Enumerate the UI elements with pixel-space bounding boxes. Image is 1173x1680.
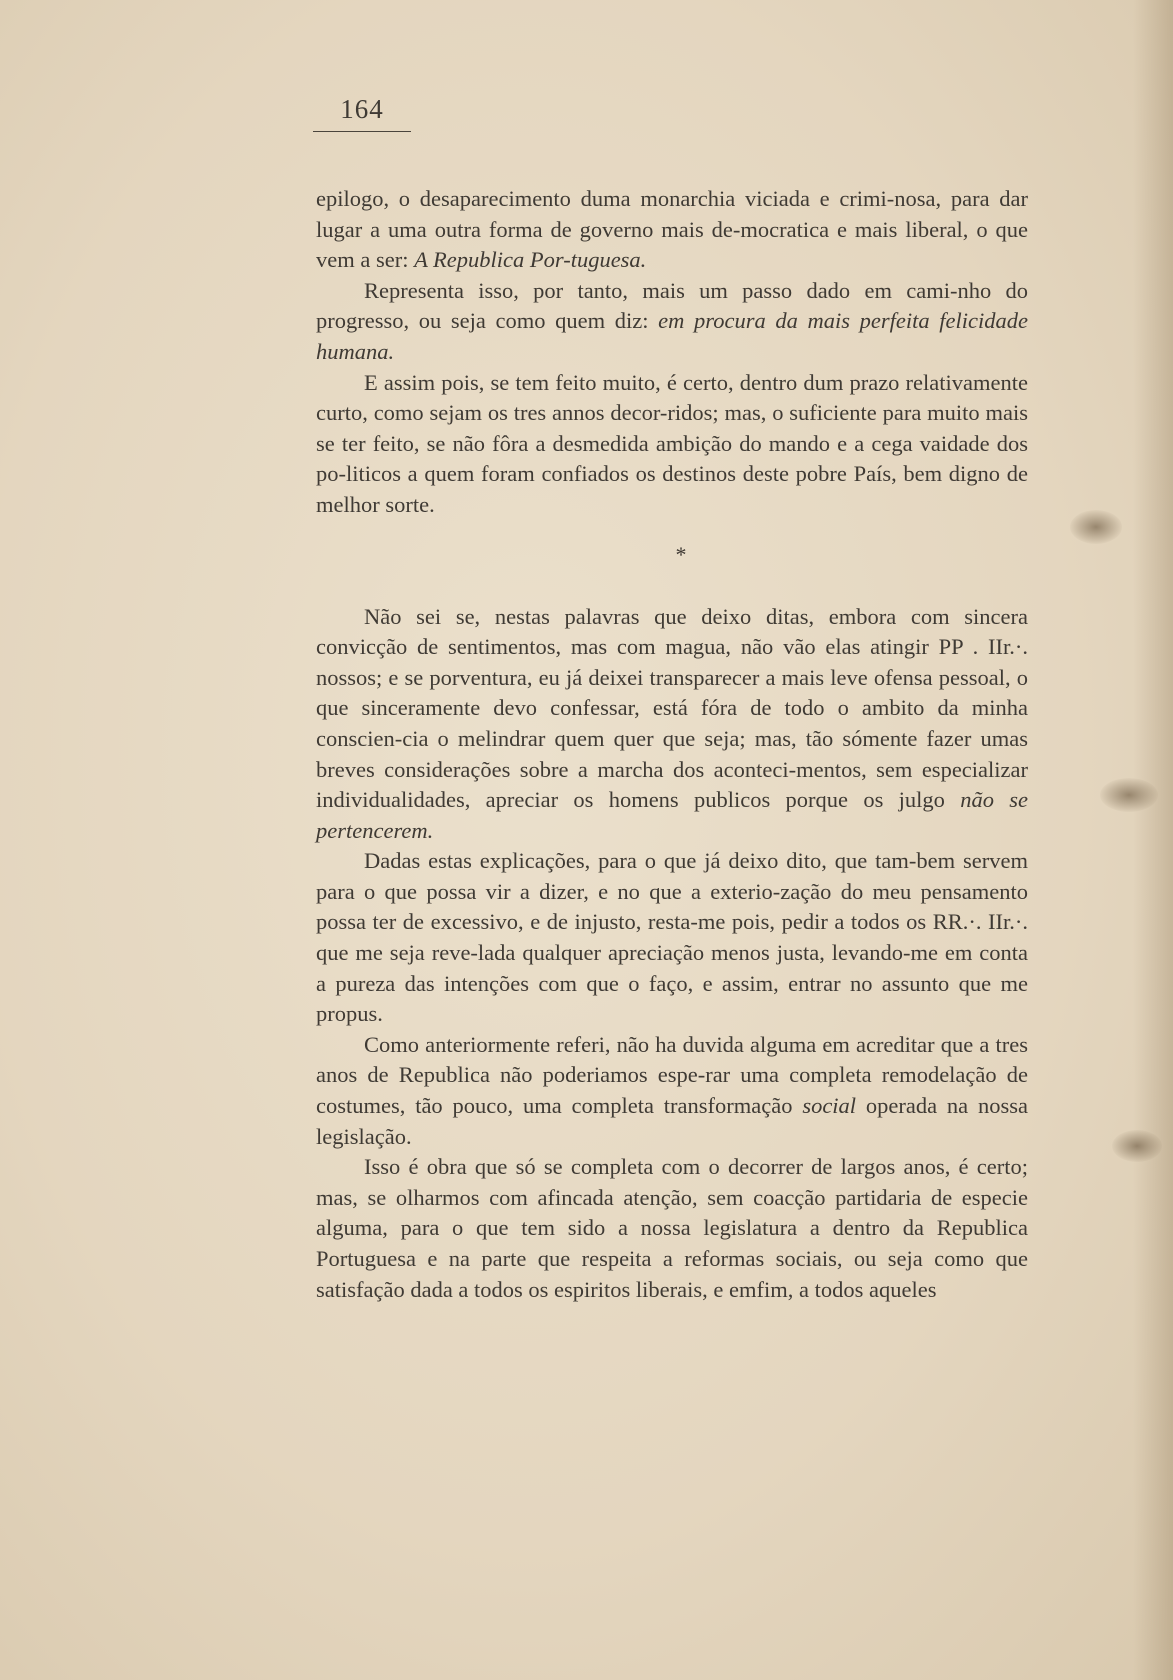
page-edge-shadow [1133, 0, 1173, 1680]
section-separator: * [675, 541, 687, 567]
paragraphs-after-separator [316, 602, 1028, 1306]
text-run: epilogo, o desaparecimento duma monarchia viciada e crimi-nosa, para dar lugar a uma outra forma de governo mais de-mocratica e mais liberal, o que vem a ser: [316, 186, 1028, 273]
italic-text: não se pertencerem. [316, 787, 1028, 843]
text-run: Como anteriormente referi, não ha duvida alguma em acreditar que a tres anos de Republica não poderiamos espe-rar uma completa remodelação de costumes, tão pouco, uma completa transformação [316, 1031, 1028, 1119]
paper-stain [1112, 1130, 1162, 1162]
text-run: Não sei se, nestas palavras que deixo ditas, embora com sincera convicção de sentimentos, mas com magua, não vão elas atingir PP . IIr.·. nossos; e se porventura, eu já deixei transparecer a mais leve ofensa pessoal, o que sinceramente devo confessar, está fóra de todo o ambito da minha conscien-cia o melindrar quem quer que seja; mas, tão sómente fazer umas breves considerações sobre a marcha dos aconteci-mentos, sem especializar individualidades, apreciar os homens publicos porque os julgo [316, 603, 1028, 813]
paper-stain [1100, 778, 1158, 812]
italic-text: A Republica Por-tuguesa. [414, 247, 647, 273]
paragraph [316, 368, 1028, 521]
page-number: 164 [313, 94, 411, 132]
italic-text: social [802, 1093, 857, 1119]
paragraph [316, 1152, 1028, 1305]
text-run: operada na nossa legislação. [316, 1093, 1028, 1149]
paragraph [316, 846, 1028, 1030]
paper-stain [1070, 510, 1122, 544]
paragraph [316, 276, 1028, 368]
text-run: Representa isso, por tanto, mais um passo dado em cami-nho do progresso, ou seja como quem diz: [316, 277, 1028, 334]
body-text [316, 184, 1028, 1305]
paragraph [316, 184, 1028, 276]
paragraphs-before-separator [316, 184, 1028, 521]
text-run: Dadas estas explicações, para o que já deixo dito, que tam-bem servem para o que possa vir a dizer, e no que a exterio-zação do meu pensamento possa ter de excessivo, e de injusto, resta-me pois, pedir a todos os RR.·. IIr.·. que me seja reve-lada qualquer apreciação menos justa, levando-me em conta a pureza das intenções com que o faço, e assim, entrar no assunto que me propus. [316, 848, 1028, 1027]
paragraph [316, 602, 1028, 847]
text-run: E assim pois, se tem feito muito, é certo, dentro dum prazo relativamente curto, como sejam os tres annos decor-ridos; mas, o suficiente para muito mais se ter feito, se não fôra a desmedida ambição do mando e a cega vaidade dos po-liticos a quem foram confiados os destinos deste pobre País, bem digno de melhor sorte. [316, 369, 1028, 517]
text-run: Isso é obra que só se completa com o decorrer de largos anos, é certo; mas, se olharmos com afincada atenção, sem coacção partidaria de especie alguma, para o que tem sido a nossa legislatura a dentro da Republica Portuguesa e na parte que respeita a reformas sociais, ou seja como que satisfação dada a todos os espiritos liberais, e emfim, a todos aqueles [316, 1154, 1028, 1302]
italic-text: em procura da mais perfeita felicidade humana. [316, 308, 1028, 364]
paragraph [316, 1030, 1028, 1152]
